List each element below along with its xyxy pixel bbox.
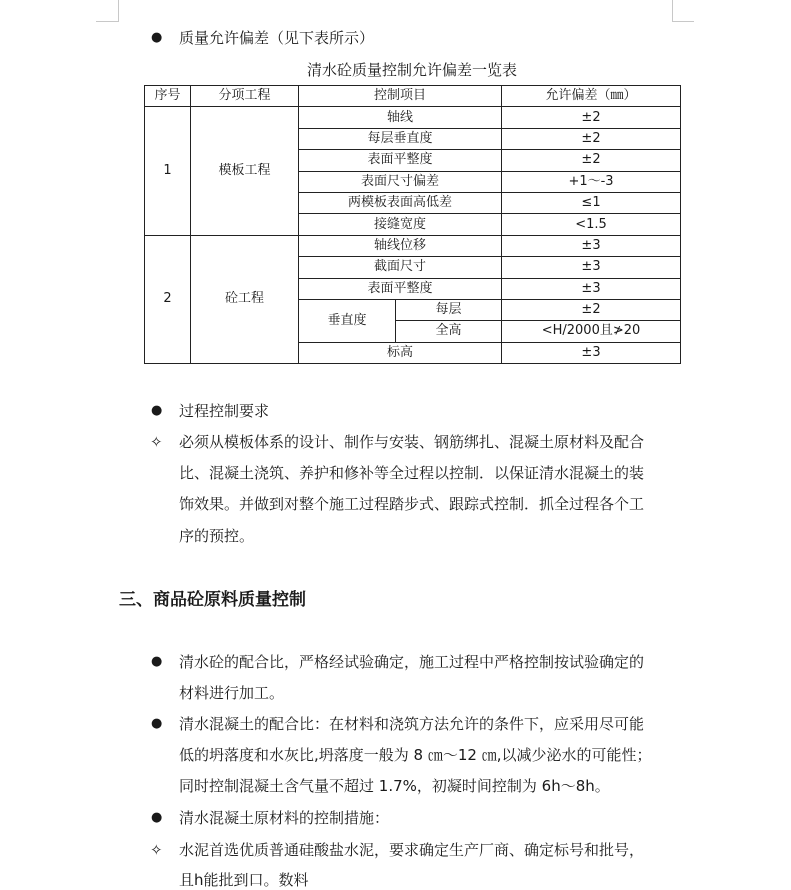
paragraph-line: 序的预控。 — [179, 527, 255, 545]
group-name: 砼工程 — [191, 235, 299, 363]
paragraph-line: 必须从模板体系的设计、制作与安装、钢筋绑扎、混凝土原材料及配合 — [179, 433, 645, 451]
tolerance-cell: ±3 — [502, 342, 681, 363]
item-cell: 每层垂直度 — [299, 128, 502, 149]
paragraph-line: 同时控制混凝土含气量不超过 1.7%，初凝时间控制为 6h～8h。 — [179, 777, 610, 795]
diamond-bullet-icon: ✧ — [150, 433, 163, 451]
header-cell: 允许偏差（㎜） — [502, 86, 681, 107]
item-cell: 接缝宽度 — [299, 214, 502, 235]
tolerance-table — [144, 85, 681, 364]
vertical-label: 垂直度 — [299, 299, 396, 342]
item-cell: 轴线 — [299, 107, 502, 128]
crop-mark — [672, 21, 694, 22]
tolerance-cell: ≤1 — [502, 192, 681, 213]
paragraph-line-cut: 且һ能批到口。数料 — [179, 871, 309, 889]
header-cell: 控制项目 — [299, 86, 502, 107]
paragraph-line: 饰效果。并做到对整个施工过程踏步式、跟踪式控制．抓全过程各个工 — [179, 495, 645, 513]
tolerance-cell: ±2 — [502, 107, 681, 128]
paragraph-line: 清水混凝土原材料的控制措施： — [179, 809, 390, 827]
paragraph-line: 低的坍落度和水灰比,坍落度一般为 8 ㎝～12 ㎝,以减少泌水的可能性； — [179, 746, 652, 764]
crop-mark — [118, 0, 119, 22]
bullet-text: 过程控制要求 — [179, 402, 270, 420]
bullet-dot-icon: ● — [151, 30, 163, 45]
paragraph-line: 比、混凝土浇筑、养护和修补等全过程以控制．以保证清水混凝土的装 — [179, 464, 645, 482]
item-cell: 轴线位移 — [299, 235, 502, 256]
tolerance-cell: ±2 — [502, 299, 681, 320]
diamond-bullet-icon: ✧ — [150, 841, 163, 859]
header-cell: 序号 — [145, 86, 191, 107]
item-cell: 两模板表面高低差 — [299, 192, 502, 213]
bullet-dot-icon: ● — [151, 654, 163, 669]
table-row — [145, 107, 681, 128]
group-number: 1 — [145, 107, 191, 235]
table-header-row — [145, 86, 681, 107]
crop-mark — [672, 0, 673, 22]
group-number: 2 — [145, 235, 191, 363]
tolerance-cell: ±3 — [502, 278, 681, 299]
tolerance-cell: +1～-3 — [502, 171, 681, 192]
item-cell: 截面尺寸 — [299, 257, 502, 278]
bullet-dot-icon: ● — [151, 810, 163, 825]
tolerance-cell: ±2 — [502, 150, 681, 171]
tolerance-cell: <H/2000且≯20 — [502, 321, 681, 342]
bullet-dot-icon: ● — [151, 716, 163, 731]
group-name: 模板工程 — [191, 107, 299, 235]
item-cell: 表面平整度 — [299, 278, 502, 299]
bullet-dot-icon: ● — [151, 403, 163, 418]
paragraph-line: 清水砼的配合比，严格经试验确定，施工过程中严格控制按试验确定的 — [179, 653, 645, 671]
tolerance-cell: <1.5 — [502, 214, 681, 235]
sub-item-cell: 每层 — [396, 299, 502, 320]
bullet-text: 质量允许偏差（见下表所示） — [179, 29, 375, 47]
tolerance-cell: ±3 — [502, 257, 681, 278]
table-caption: 清水砼质量控制允许偏差一览表 — [306, 61, 517, 79]
crop-mark — [96, 21, 118, 22]
tolerance-cell: ±3 — [502, 235, 681, 256]
tolerance-cell: ±2 — [502, 128, 681, 149]
item-cell: 标高 — [299, 342, 502, 363]
item-cell: 表面平整度 — [299, 150, 502, 171]
paragraph-line: 材料进行加工。 — [179, 684, 285, 702]
paragraph-line: 水泥首选优质普通硅酸盐水泥，要求确定生产厂商、确定标号和批号， — [179, 841, 645, 859]
paragraph-line: 清水混凝土的配合比：在材料和浇筑方法允许的条件下，应采用尽可能 — [179, 715, 645, 733]
table-row — [145, 235, 681, 256]
sub-item-cell: 全高 — [396, 321, 502, 342]
item-cell: 表面尺寸偏差 — [299, 171, 502, 192]
header-cell: 分项工程 — [191, 86, 299, 107]
section-heading: 三、商品砼原料质量控制 — [119, 590, 306, 610]
